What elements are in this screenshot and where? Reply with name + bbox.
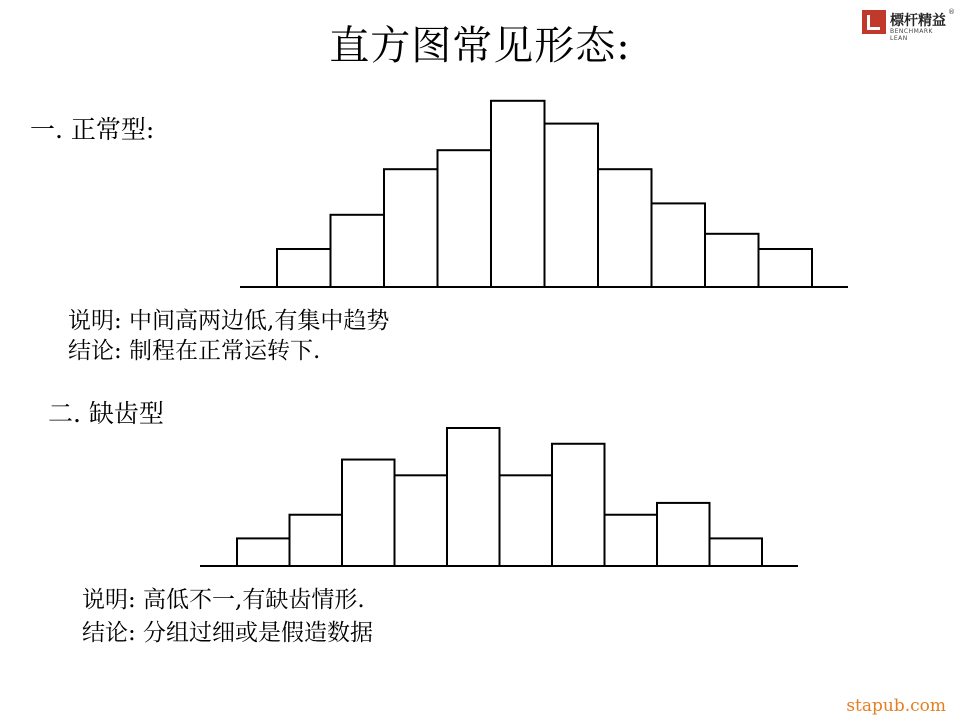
note-key: 说明: bbox=[82, 587, 136, 613]
histogram-bar bbox=[277, 249, 331, 287]
histogram-bar bbox=[605, 515, 658, 566]
note-text: 中间高两边低,有集中趋势 bbox=[121, 308, 390, 334]
logo-mark-icon bbox=[862, 10, 886, 34]
section-comb-explanation bbox=[82, 585, 365, 615]
histogram-bar bbox=[384, 169, 438, 287]
histogram-bar bbox=[552, 444, 605, 566]
histogram-bar bbox=[500, 475, 553, 566]
histogram-bar bbox=[237, 538, 290, 566]
histogram-bar bbox=[447, 428, 500, 566]
histogram-bar bbox=[342, 460, 395, 566]
note-key: 结论: bbox=[82, 620, 136, 646]
histogram-normal bbox=[0, 90, 960, 300]
histogram-bar bbox=[710, 538, 763, 566]
logo-registered-mark: ® bbox=[948, 8, 955, 16]
histogram-bar bbox=[491, 101, 545, 287]
note-key: 说明: bbox=[68, 308, 122, 334]
logo-name: 標杆精益 bbox=[890, 13, 946, 29]
histogram-bar bbox=[290, 515, 343, 566]
section-normal-explanation bbox=[68, 306, 389, 336]
histogram-bar bbox=[657, 503, 710, 566]
footer-watermark: stapub.com bbox=[846, 696, 946, 716]
section-normal-conclusion bbox=[68, 336, 320, 366]
histogram-comb bbox=[0, 425, 960, 575]
note-key: 结论: bbox=[68, 338, 122, 364]
section-comb-heading: 二. 缺齿型 bbox=[48, 399, 164, 428]
histogram-bar bbox=[705, 234, 759, 287]
section-normal-heading: 一. 正常型: bbox=[30, 115, 155, 144]
note-text: 高低不一,有缺齿情形. bbox=[135, 587, 365, 613]
histogram-bar bbox=[395, 475, 448, 566]
section-comb-conclusion bbox=[82, 618, 373, 648]
benchmark-lean-logo bbox=[862, 8, 955, 42]
histogram-bar bbox=[598, 169, 652, 287]
histogram-bar bbox=[545, 124, 599, 287]
page-title: 直方图常见形态: bbox=[329, 23, 631, 69]
note-text: 分组过细或是假造数据 bbox=[135, 620, 374, 646]
histogram-bar bbox=[652, 203, 706, 287]
histogram-bar bbox=[438, 150, 492, 287]
note-text: 制程在正常运转下. bbox=[121, 338, 321, 364]
histogram-bar bbox=[759, 249, 813, 287]
histogram-bar bbox=[331, 215, 385, 287]
logo-subtitle: BENCHMARK LEAN bbox=[890, 28, 933, 42]
